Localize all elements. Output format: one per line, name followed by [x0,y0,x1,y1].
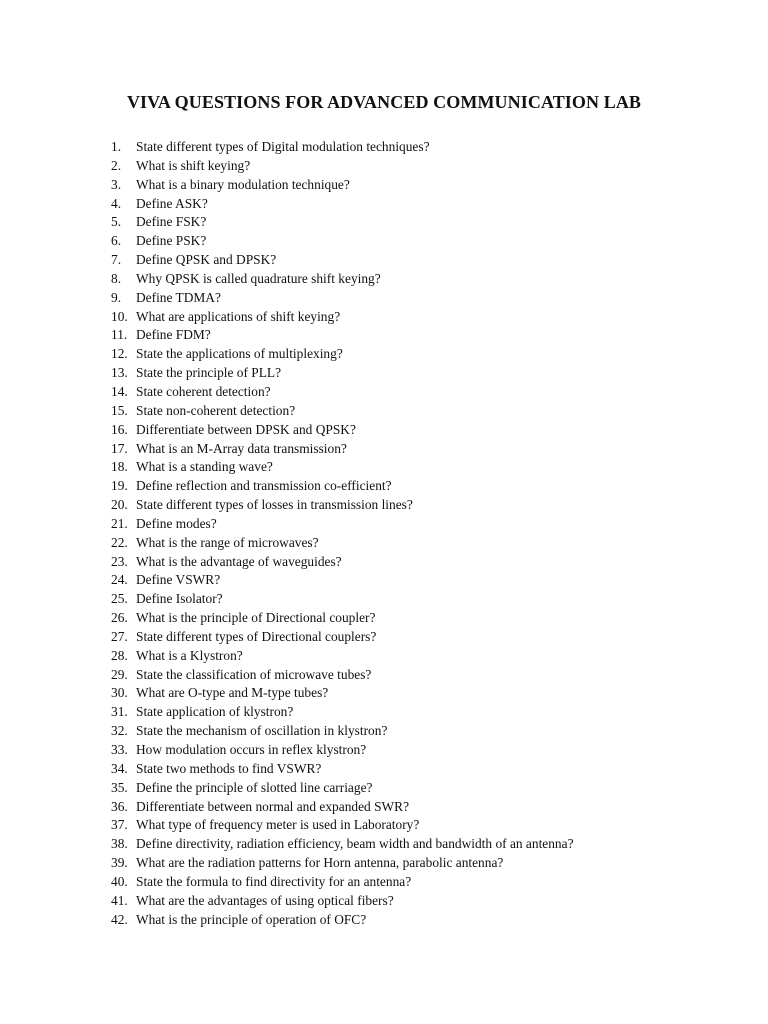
question-number: 24. [111,572,128,588]
question-item [111,798,574,817]
question-text: Define QPSK and DPSK? [136,252,277,268]
question-text: State the principle of PLL? [136,365,282,381]
question-text: What is shift keying? [136,157,251,173]
question-number: 17. [111,440,128,456]
question-item [111,666,574,685]
question-number: 12. [111,346,128,362]
question-number: 2. [111,157,122,173]
question-text: What is a binary modulation technique? [136,176,350,192]
question-text: What type of frequency meter is used in Laboratory? [136,817,420,833]
question-item [111,628,574,647]
question-item [111,496,574,515]
question-item [111,345,574,364]
question-text: What is a Klystron? [136,647,243,663]
question-number: 30. [111,685,128,701]
question-item [111,326,574,345]
question-text: What are the advantages of using optical fibers? [136,892,394,908]
page-title: VIVA QUESTIONS FOR ADVANCED COMMUNICATION LAB [126,92,642,112]
question-number: 14. [111,383,128,399]
question-number: 8. [111,270,122,286]
question-item [111,816,574,835]
question-text: What is the range of microwaves? [136,534,319,550]
question-number: 7. [111,252,122,268]
question-number: 20. [111,497,128,513]
question-item [111,157,574,176]
question-text: Differentiate between DPSK and QPSK? [136,421,356,437]
question-number: 10. [111,308,128,324]
question-text: State coherent detection? [136,383,271,399]
question-item [111,534,574,553]
question-text: Differentiate between normal and expanded SWR? [136,798,410,814]
question-item [111,854,574,873]
question-item [111,911,574,930]
question-number: 31. [111,704,128,720]
question-text: Define FDM? [136,327,211,343]
question-text: State non-coherent detection? [136,402,296,418]
question-text: State the mechanism of oscillation in klystron? [136,723,388,739]
question-text: How modulation occurs in reflex klystron? [136,742,367,757]
question-number: 19. [111,478,128,494]
question-number: 39. [111,855,128,871]
question-text: What is a standing wave? [136,459,273,475]
question-item [111,553,574,572]
question-item [111,138,574,157]
question-text: Define Isolator? [136,591,223,607]
question-text: State the classification of microwave tubes? [136,666,372,682]
question-item [111,383,574,402]
question-text: What are O-type and M-type tubes? [136,685,329,701]
question-item [111,364,574,383]
question-text: What is the advantage of waveguides? [136,553,342,569]
question-number: 6. [111,233,122,249]
question-number: 36. [111,798,128,814]
question-item [111,684,574,703]
question-number: 33. [111,742,128,757]
question-number: 42. [111,911,128,927]
question-item [111,722,574,741]
question-text: State two methods to find VSWR? [136,760,322,776]
question-item [111,176,574,195]
question-number: 11. [111,327,128,343]
question-text: What is the principle of Directional coupler? [136,610,376,626]
question-item [111,571,574,590]
question-text: What is the principle of operation of OFC? [136,911,367,927]
question-item [111,835,574,854]
question-number: 38. [111,836,128,852]
question-item [111,760,574,779]
question-text: Define directivity, radiation efficiency, beam width and bandwidth of an antenna? [136,836,574,852]
question-number: 4. [111,195,122,211]
question-number: 9. [111,289,122,305]
question-text: Define ASK? [136,195,208,211]
question-text: State the formula to find directivity for an antenna? [136,873,412,889]
question-item [111,308,574,327]
question-text: Define FSK? [136,214,207,230]
question-text: What is an M-Array data transmission? [136,440,347,456]
question-number: 27. [111,628,128,644]
question-number: 35. [111,779,128,795]
question-item [111,289,574,308]
question-number: 25. [111,591,128,607]
question-number: 21. [111,515,128,531]
question-number: 37. [111,817,128,833]
question-text: Define the principle of slotted line carriage? [136,779,373,795]
question-number: 26. [111,610,128,626]
question-text: State different types of Directional couplers? [136,628,377,644]
question-text: State different types of losses in transmission lines? [136,497,413,513]
question-text: Define PSK? [136,233,207,249]
question-number: 22. [111,534,128,550]
question-item [111,195,574,214]
question-number: 40. [111,873,128,889]
question-number: 5. [111,214,122,230]
question-item [111,421,574,440]
question-number: 18. [111,459,128,475]
question-number: 23. [111,553,128,569]
question-item [111,779,574,798]
question-text: Why QPSK is called quadrature shift keying? [136,270,381,286]
question-text: What are the radiation patterns for Horn antenna, parabolic antenna? [136,855,504,871]
question-item [111,892,574,911]
question-number: 41. [111,892,128,908]
question-number: 29. [111,666,128,682]
question-text: Define modes? [136,515,217,531]
question-number: 34. [111,760,128,776]
question-list [111,138,574,929]
question-number: 1. [111,139,122,154]
question-number: 32. [111,723,128,739]
question-number: 28. [111,647,128,663]
question-number: 3. [111,176,122,192]
question-text: Define TDMA? [136,289,221,305]
question-number: 13. [111,365,128,381]
question-item [111,232,574,251]
question-item [111,270,574,289]
question-text: State application of klystron? [136,704,294,720]
question-item [111,873,574,892]
question-text: Define reflection and transmission co-efficient? [136,478,392,494]
question-item [111,515,574,534]
question-number: 15. [111,402,128,418]
question-number: 16. [111,421,128,437]
question-text: Define VSWR? [136,572,221,588]
question-text: What are applications of shift keying? [136,308,341,324]
question-text: State the applications of multiplexing? [136,346,343,362]
question-item [111,213,574,232]
question-item [111,251,574,270]
question-item [111,741,574,760]
question-item [111,609,574,628]
question-item [111,402,574,421]
question-item [111,458,574,477]
question-item [111,477,574,496]
question-item [111,703,574,722]
question-item [111,647,574,666]
question-item [111,440,574,459]
question-item [111,590,574,609]
question-text: State different types of Digital modulation techniques? [136,139,430,154]
